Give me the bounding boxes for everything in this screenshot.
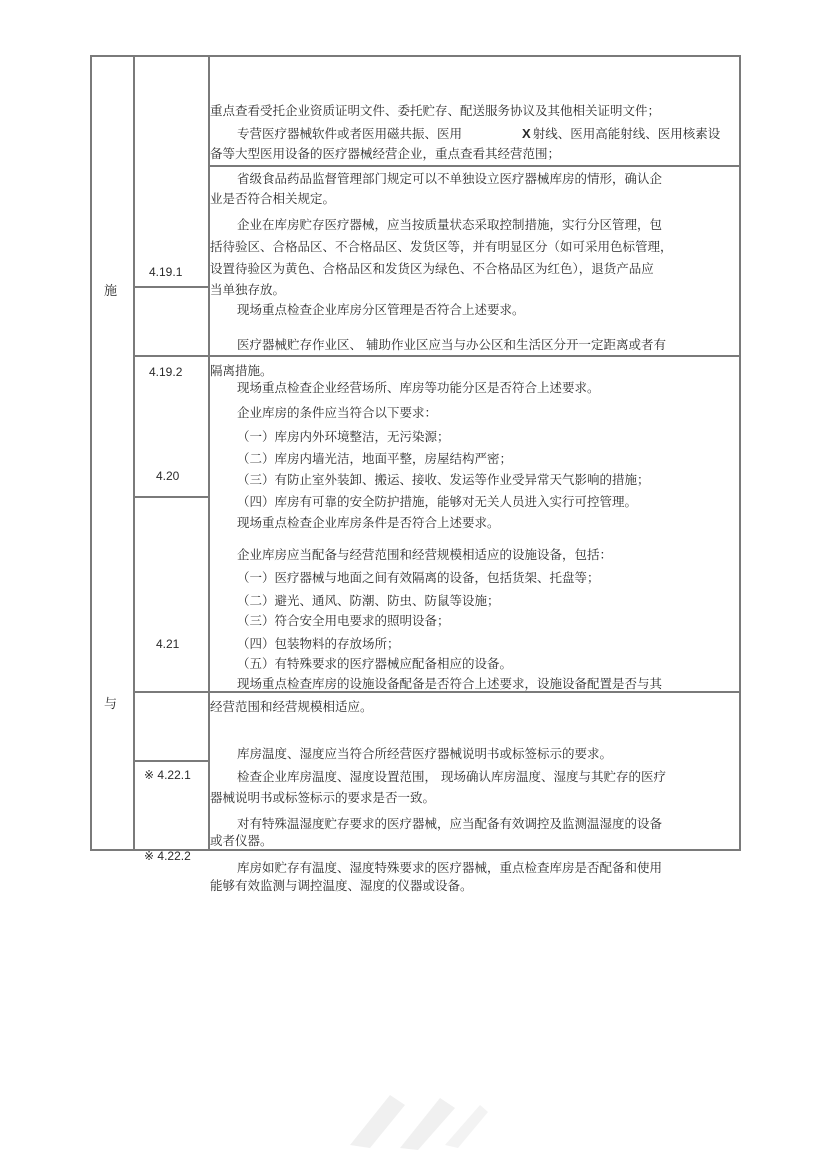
clause-code-4-20: 4.20	[156, 469, 180, 483]
row-divider	[133, 760, 210, 762]
text-line: 企业在库房贮存医疗器械，应当按质量状态采取控制措施，实行分区管理，包	[237, 217, 663, 232]
text-line: 重点查看受托企业资质证明文件、委托贮存、配送服务协议及其他相关证明文件；	[210, 103, 661, 118]
text-line: （一）库房内外环境整洁，无污染源；	[237, 429, 450, 444]
text-line: 医疗器械贮存作业区、 辅助作业区应当与办公区和生活区分开一定距离或者有	[237, 337, 666, 352]
text-line: 括待验区、合格品区、不合格品区、发货区等，并有明显区分（如可采用色标管理，	[210, 239, 673, 254]
row-divider	[133, 355, 741, 357]
text-line: 当单独存放。	[210, 282, 286, 297]
text-line: （四）包装物料的存放场所；	[237, 636, 400, 651]
side-label-top: 施	[104, 284, 118, 299]
table-left-border	[90, 55, 92, 851]
text-line: 库房温度、湿度应当符合所经营医疗器械说明书或标签标示的要求。	[237, 746, 613, 761]
clause-code-4-21: 4.21	[156, 637, 180, 651]
text-line: （一）医疗器械与地面之间有效隔离的设备，包括货架、托盘等；	[237, 570, 600, 585]
text-line: 现场重点检查企业库房分区管理是否符合上述要求。	[237, 302, 525, 317]
col-divider-1	[133, 55, 135, 851]
side-label-bottom: 与	[104, 697, 118, 712]
table-right-border	[739, 55, 741, 851]
text-line: 能够有效监测与调控温度、湿度的仪器或设备。	[210, 878, 473, 893]
text-line: （三）有防止室外装卸、搬运、接收、发运等作业受异常天气影响的措施；	[237, 472, 650, 487]
text-line: 现场重点检查企业库房条件是否符合上述要求。	[237, 515, 500, 530]
text-line: （四）库房有可靠的安全防护措施，能够对无关人员进入实行可控管理。	[237, 494, 638, 509]
watermark-logo	[330, 1090, 490, 1150]
row-divider	[208, 165, 741, 167]
x-ray-letter: X	[522, 126, 531, 141]
clause-code-4-22-1: ※ 4.22.1	[144, 768, 191, 782]
text-line: 设置待验区为黄色、合格品区和发货区为绿色、不合格品区为红色），退货产品应	[210, 261, 654, 276]
text-fragment: 射线、医用高能射线、医用核素设	[532, 126, 721, 141]
row-divider	[133, 691, 741, 693]
clause-code-4-19-1: 4.19.1	[149, 265, 183, 279]
text-line: （三）符合安全用电要求的照明设备；	[237, 613, 450, 628]
text-line: 或者仪器。	[210, 833, 273, 848]
clause-code-4-22-2: ※ 4.22.2	[144, 849, 191, 863]
text-line: 备等大型医用设备的医疗器械经营企业，重点查看其经营范围；	[210, 146, 561, 161]
table-top-border	[90, 55, 741, 57]
text-line: （五）有特殊要求的医疗器械应配备相应的设备。	[237, 656, 513, 671]
row-divider	[133, 496, 210, 498]
text-line: 检查企业库房温度、湿度设置范围， 现场确认库房温度、湿度与其贮存的医疗	[237, 769, 666, 784]
text-line: 省级食品药品监督管理部门规定可以不单独设立医疗器械库房的情形，确认企	[237, 171, 663, 186]
text-line: 隔离措施。	[210, 363, 273, 378]
text-line: 现场重点检查库房的设施设备配备是否符合上述要求，设施设备配置是否与其	[237, 676, 663, 691]
text-line: （二）库房内墙光洁，地面平整，房屋结构严密；	[237, 451, 513, 466]
text-line: 现场重点检查企业经营场所、库房等功能分区是否符合上述要求。	[237, 380, 600, 395]
text-line: 企业库房的条件应当符合以下要求：	[237, 405, 438, 420]
text-line: 企业库房应当配备与经营范围和经营规模相适应的设施设备，包括：	[237, 547, 613, 562]
text-line: 对有特殊温湿度贮存要求的医疗器械，应当配备有效调控及监测温湿度的设备	[237, 816, 663, 831]
text-line: 业是否符合相关规定。	[210, 191, 336, 206]
text-fragment: 专营医疗器械软件或者医用磁共振、医用	[237, 126, 463, 141]
text-line: 经营范围和经营规模相适应。	[210, 699, 373, 714]
text-line: （二）避光、通风、防潮、防虫、防鼠等设施；	[237, 593, 500, 608]
text-line	[237, 127, 720, 141]
text-line: 器械说明书或标签标示的要求是否一致。	[210, 790, 436, 805]
text-line: 库房如贮存有温度、湿度特殊要求的医疗器械，重点检查库房是否配备和使用	[237, 860, 663, 875]
row-divider	[133, 286, 210, 288]
clause-code-4-19-2: 4.19.2	[149, 365, 183, 379]
col-divider-2	[208, 55, 210, 851]
